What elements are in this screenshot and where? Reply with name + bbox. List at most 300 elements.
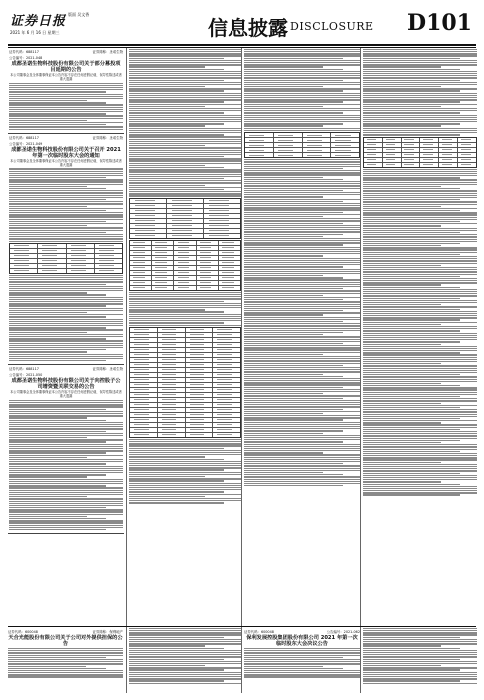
table-cell: [186, 378, 214, 382]
table-cell: [130, 234, 167, 238]
text-line: [129, 489, 241, 490]
table-cell: [167, 204, 204, 208]
text-line: [129, 53, 241, 54]
text-line: [363, 184, 477, 185]
table-cell: [158, 343, 186, 347]
table-cell: [213, 363, 240, 367]
text-line: [129, 90, 224, 91]
table-cell: [130, 423, 158, 427]
text-line: [244, 244, 343, 245]
table-cell: [303, 153, 332, 157]
announcement-1: [8, 48, 124, 134]
table-cell: [204, 214, 240, 218]
text-line: [363, 223, 477, 224]
text-line: [9, 476, 87, 477]
text-line: [244, 395, 360, 396]
text-line: [244, 53, 360, 54]
text-line: [363, 440, 460, 441]
text-line: [9, 314, 123, 315]
text-line: [9, 509, 123, 510]
table-cell: [204, 224, 240, 228]
table-cell: [38, 249, 66, 253]
text-line: [363, 339, 477, 340]
text-line: [363, 400, 477, 401]
text-line: [363, 121, 477, 122]
table-cell: [364, 153, 383, 157]
text-line: [9, 118, 123, 119]
text-line: [8, 676, 123, 677]
text-line: [129, 309, 205, 310]
text-line: [9, 206, 87, 207]
text-line: [8, 655, 123, 656]
text-line: [244, 277, 343, 278]
table-cell: [130, 408, 158, 412]
text-line: [363, 492, 477, 493]
text-line: [9, 177, 106, 178]
table-cell: [186, 343, 214, 347]
table-cell: [213, 343, 240, 347]
text-line: [363, 453, 477, 454]
text-line: [9, 527, 123, 528]
text-line: [363, 115, 477, 116]
text-line: [129, 108, 241, 109]
text-line: [244, 255, 323, 256]
text-line: [129, 305, 241, 306]
text-line: [9, 303, 123, 304]
text-line: [363, 134, 460, 135]
text-line: [9, 332, 87, 333]
table-cell: [213, 423, 240, 427]
text-line: [363, 481, 441, 482]
text-line: [129, 452, 241, 453]
text-line: [363, 650, 477, 651]
text-line: [129, 494, 241, 495]
text-line: [363, 169, 477, 170]
table-cell: [95, 269, 122, 273]
text-line: [129, 195, 241, 196]
text-line: [363, 125, 441, 126]
body-text: [9, 83, 123, 130]
text-line: [244, 474, 343, 475]
table-cell: [383, 158, 402, 162]
text-line: [244, 391, 360, 392]
text-line: [363, 199, 460, 200]
text-line: [9, 338, 106, 339]
text-line: [244, 435, 360, 436]
text-line: [129, 165, 205, 166]
text-line: [9, 501, 123, 502]
text-line: [9, 175, 123, 176]
text-line: [244, 183, 360, 184]
text-line: [244, 433, 323, 434]
text-line: [9, 225, 87, 226]
table-cell: [130, 224, 167, 228]
text-line: [244, 58, 343, 59]
table-cell: [158, 383, 186, 387]
text-line: [9, 279, 123, 280]
text-line: [9, 498, 123, 499]
text-line: [244, 205, 360, 206]
text-line: [363, 641, 477, 642]
footer-body-2: [360, 627, 477, 693]
text-line: [363, 175, 477, 176]
table-row: [130, 433, 240, 437]
text-line: [129, 139, 241, 140]
text-line: [244, 439, 360, 440]
text-line: [363, 374, 460, 375]
text-line: [244, 231, 360, 232]
text-line: [9, 459, 123, 460]
announcement-title: 成都圣诺生物科技股份有限公司关于召开 2021 年第一次临时股东大会的通知: [11, 146, 121, 159]
text-line: [129, 55, 241, 56]
text-line: [244, 225, 360, 226]
text-line: [244, 86, 323, 87]
announcement-3: [8, 365, 124, 534]
text-line: [129, 294, 241, 295]
table-cell: [331, 138, 359, 142]
text-line: [129, 669, 224, 670]
text-line: [9, 168, 123, 169]
body-text: [244, 648, 360, 678]
text-line: [129, 147, 241, 148]
table-cell: [38, 264, 66, 268]
text-line: [363, 341, 460, 342]
text-line: [9, 356, 123, 357]
text-line: [9, 424, 123, 425]
text-line: [363, 186, 441, 187]
text-line: [129, 73, 241, 74]
text-line: [363, 398, 477, 399]
text-line: [244, 437, 360, 438]
body-text: [8, 648, 123, 678]
text-line: [129, 104, 241, 105]
table-cell: [186, 358, 214, 362]
table-cell: [213, 348, 240, 352]
text-line: [244, 161, 360, 162]
text-line: [9, 120, 87, 121]
text-line: [363, 659, 460, 660]
text-line: [244, 64, 360, 65]
text-line: [244, 84, 360, 85]
text-line: [363, 379, 477, 380]
text-line: [363, 173, 477, 174]
text-line: [244, 264, 360, 265]
text-line: [9, 490, 123, 491]
text-line: [244, 648, 360, 649]
text-line: [244, 288, 343, 289]
table-cell: [458, 138, 476, 142]
text-line: [9, 485, 106, 486]
stock-code: 证券代码：688117: [9, 135, 39, 140]
table-cell: [245, 133, 274, 137]
text-line: [129, 474, 241, 475]
text-line: [363, 269, 477, 270]
text-line: [9, 192, 123, 193]
stock-abbr: 证券简称：保利地产: [92, 630, 123, 634]
table-cell: [186, 418, 214, 422]
table-cell: [152, 271, 174, 275]
table-cell: [158, 373, 186, 377]
table-cell: [130, 343, 158, 347]
table-cell: [303, 143, 332, 147]
table-cell: [197, 251, 219, 255]
text-line: [9, 525, 123, 526]
text-line: [363, 468, 477, 469]
text-line: [363, 197, 477, 198]
table-cell: [213, 373, 240, 377]
text-line: [244, 358, 360, 359]
text-line: [363, 204, 477, 205]
text-line: [363, 357, 477, 358]
table-cell: [383, 163, 402, 167]
text-line: [244, 172, 360, 173]
text-line: [363, 106, 441, 107]
table-cell: [331, 148, 359, 152]
table-row: [10, 269, 122, 273]
text-line: [129, 469, 224, 470]
text-line: [363, 276, 460, 277]
text-line: [244, 75, 360, 76]
table-cell: [274, 143, 303, 147]
text-line: [9, 417, 87, 418]
text-line: [9, 195, 123, 196]
text-line: [244, 192, 360, 193]
table-cell: [152, 246, 174, 250]
table-cell: [130, 393, 158, 397]
text-line: [244, 389, 360, 390]
text-line: [244, 69, 343, 70]
text-line: [244, 166, 360, 167]
text-line: [9, 98, 123, 99]
text-line: [363, 97, 477, 98]
text-line: [244, 661, 360, 662]
table-cell: [219, 261, 240, 265]
text-line: [9, 181, 123, 182]
text-line: [244, 220, 360, 221]
table-cell: [152, 261, 174, 265]
text-line: [9, 173, 123, 174]
text-line: [363, 221, 460, 222]
masthead-rule: [8, 44, 476, 46]
text-line: [363, 632, 477, 633]
text-line: [9, 111, 123, 112]
text-line: [363, 326, 477, 327]
table-cell: [130, 348, 158, 352]
text-line: [244, 249, 360, 250]
data-table: [129, 327, 241, 438]
table-cell: [420, 158, 439, 162]
body-text: [244, 159, 360, 486]
text-line: [129, 676, 241, 677]
column-1: [8, 48, 124, 692]
text-line: [129, 123, 224, 124]
table-cell: [331, 153, 359, 157]
text-line: [129, 121, 241, 122]
text-line: [9, 406, 123, 407]
text-line: [129, 66, 205, 67]
text-line: [363, 645, 441, 646]
text-line: [363, 201, 477, 202]
text-line: [129, 51, 241, 52]
table-cell: [167, 214, 204, 218]
table-cell: [130, 276, 152, 280]
text-line: [363, 80, 460, 81]
table-cell: [186, 408, 214, 412]
text-line: [9, 487, 123, 488]
text-line: [129, 169, 241, 170]
text-line: [363, 313, 477, 314]
text-line: [363, 368, 477, 369]
table-cell: [167, 229, 204, 233]
footer-body-1: [126, 627, 241, 693]
text-line: [363, 190, 477, 191]
text-line: [129, 134, 224, 135]
text-line: [129, 193, 241, 194]
text-line: [244, 452, 323, 453]
text-line: [244, 282, 360, 283]
column-2: [126, 48, 241, 692]
text-line: [244, 97, 360, 98]
text-line: [129, 461, 241, 462]
text-line: [244, 446, 360, 447]
text-line: [363, 249, 477, 250]
text-line: [244, 347, 360, 348]
text-line: [9, 468, 123, 469]
text-line: [363, 84, 477, 85]
text-line: [363, 182, 477, 183]
text-line: [363, 265, 441, 266]
text-line: [129, 128, 241, 129]
text-line: [129, 318, 241, 319]
table-cell: [174, 261, 196, 265]
text-line: [244, 104, 360, 105]
text-line: [244, 472, 323, 473]
table-cell: [130, 418, 158, 422]
table-cell: [10, 249, 38, 253]
table-cell: [130, 363, 158, 367]
text-line: [129, 154, 241, 155]
text-line: [363, 179, 477, 180]
text-line: [363, 628, 477, 629]
text-line: [363, 405, 477, 406]
text-line: [244, 108, 360, 109]
newspaper-logo: 证券日报: [10, 14, 67, 29]
text-line: [9, 511, 123, 512]
text-line: [9, 404, 123, 405]
text-line: [129, 119, 241, 120]
editor-credit: 版面 吴文香: [68, 12, 90, 17]
table-cell: [213, 433, 240, 437]
text-line: [244, 271, 360, 272]
text-line: [129, 478, 241, 479]
table-cell: [197, 281, 219, 285]
text-line: [9, 340, 123, 341]
text-line: [9, 241, 123, 242]
body-text: [9, 168, 123, 241]
text-line: [244, 382, 360, 383]
text-line: [363, 420, 477, 421]
text-line: [129, 480, 224, 481]
text-line: [244, 119, 360, 120]
table-row: [245, 153, 359, 157]
table-cell: [213, 413, 240, 417]
text-line: [363, 409, 477, 410]
table-cell: [204, 209, 240, 213]
text-line: [9, 197, 123, 198]
stock-code: 证券代码：600048: [244, 630, 274, 634]
text-line: [9, 505, 123, 506]
table-cell: [458, 143, 476, 147]
text-line: [9, 124, 106, 125]
table-cell: [402, 143, 421, 147]
text-line: [363, 372, 477, 373]
table-row: [364, 163, 476, 167]
table-cell: [130, 388, 158, 392]
text-line: [363, 352, 460, 353]
text-line: [363, 359, 477, 360]
text-line: [244, 125, 323, 126]
text-line: [129, 498, 241, 499]
body-text: [363, 49, 477, 136]
text-line: [9, 503, 123, 504]
table-cell: [213, 403, 240, 407]
text-line: [363, 99, 477, 100]
table-cell: [213, 383, 240, 387]
text-line: [9, 494, 123, 495]
text-line: [244, 334, 323, 335]
table-cell: [130, 403, 158, 407]
text-line: [363, 247, 477, 248]
text-line: [244, 657, 343, 658]
text-line: [363, 267, 477, 268]
table-cell: [197, 271, 219, 275]
table-cell: [130, 333, 158, 337]
text-line: [363, 385, 460, 386]
text-line: [9, 455, 123, 456]
text-line: [9, 113, 106, 114]
announcement-no: 公告编号：2021-050: [9, 373, 43, 378]
text-line: [244, 343, 343, 344]
table-cell: [174, 276, 196, 280]
table-cell: [167, 234, 204, 238]
text-line: [244, 66, 323, 67]
text-line: [129, 62, 241, 63]
text-line: [244, 290, 360, 291]
table-cell: [174, 256, 196, 260]
text-line: [8, 661, 123, 662]
text-line: [244, 369, 360, 370]
announcement-title: 天合光能股份有限公司关于公司对外提供担保的公告: [8, 635, 123, 647]
table-cell: [95, 254, 122, 258]
text-line: [363, 389, 477, 390]
table-cell: [95, 244, 122, 248]
text-line: [9, 299, 123, 300]
text-line: [9, 351, 87, 352]
text-line: [363, 289, 477, 290]
table-cell: [158, 403, 186, 407]
text-line: [244, 317, 360, 318]
text-line: [363, 464, 477, 465]
text-line: [244, 112, 343, 113]
text-line: [244, 470, 360, 471]
text-line: [244, 306, 360, 307]
table-cell: [174, 241, 196, 245]
text-line: [9, 472, 123, 473]
text-line: [363, 392, 477, 393]
text-line: [244, 218, 360, 219]
table-cell: [158, 418, 186, 422]
text-line: [129, 180, 241, 181]
